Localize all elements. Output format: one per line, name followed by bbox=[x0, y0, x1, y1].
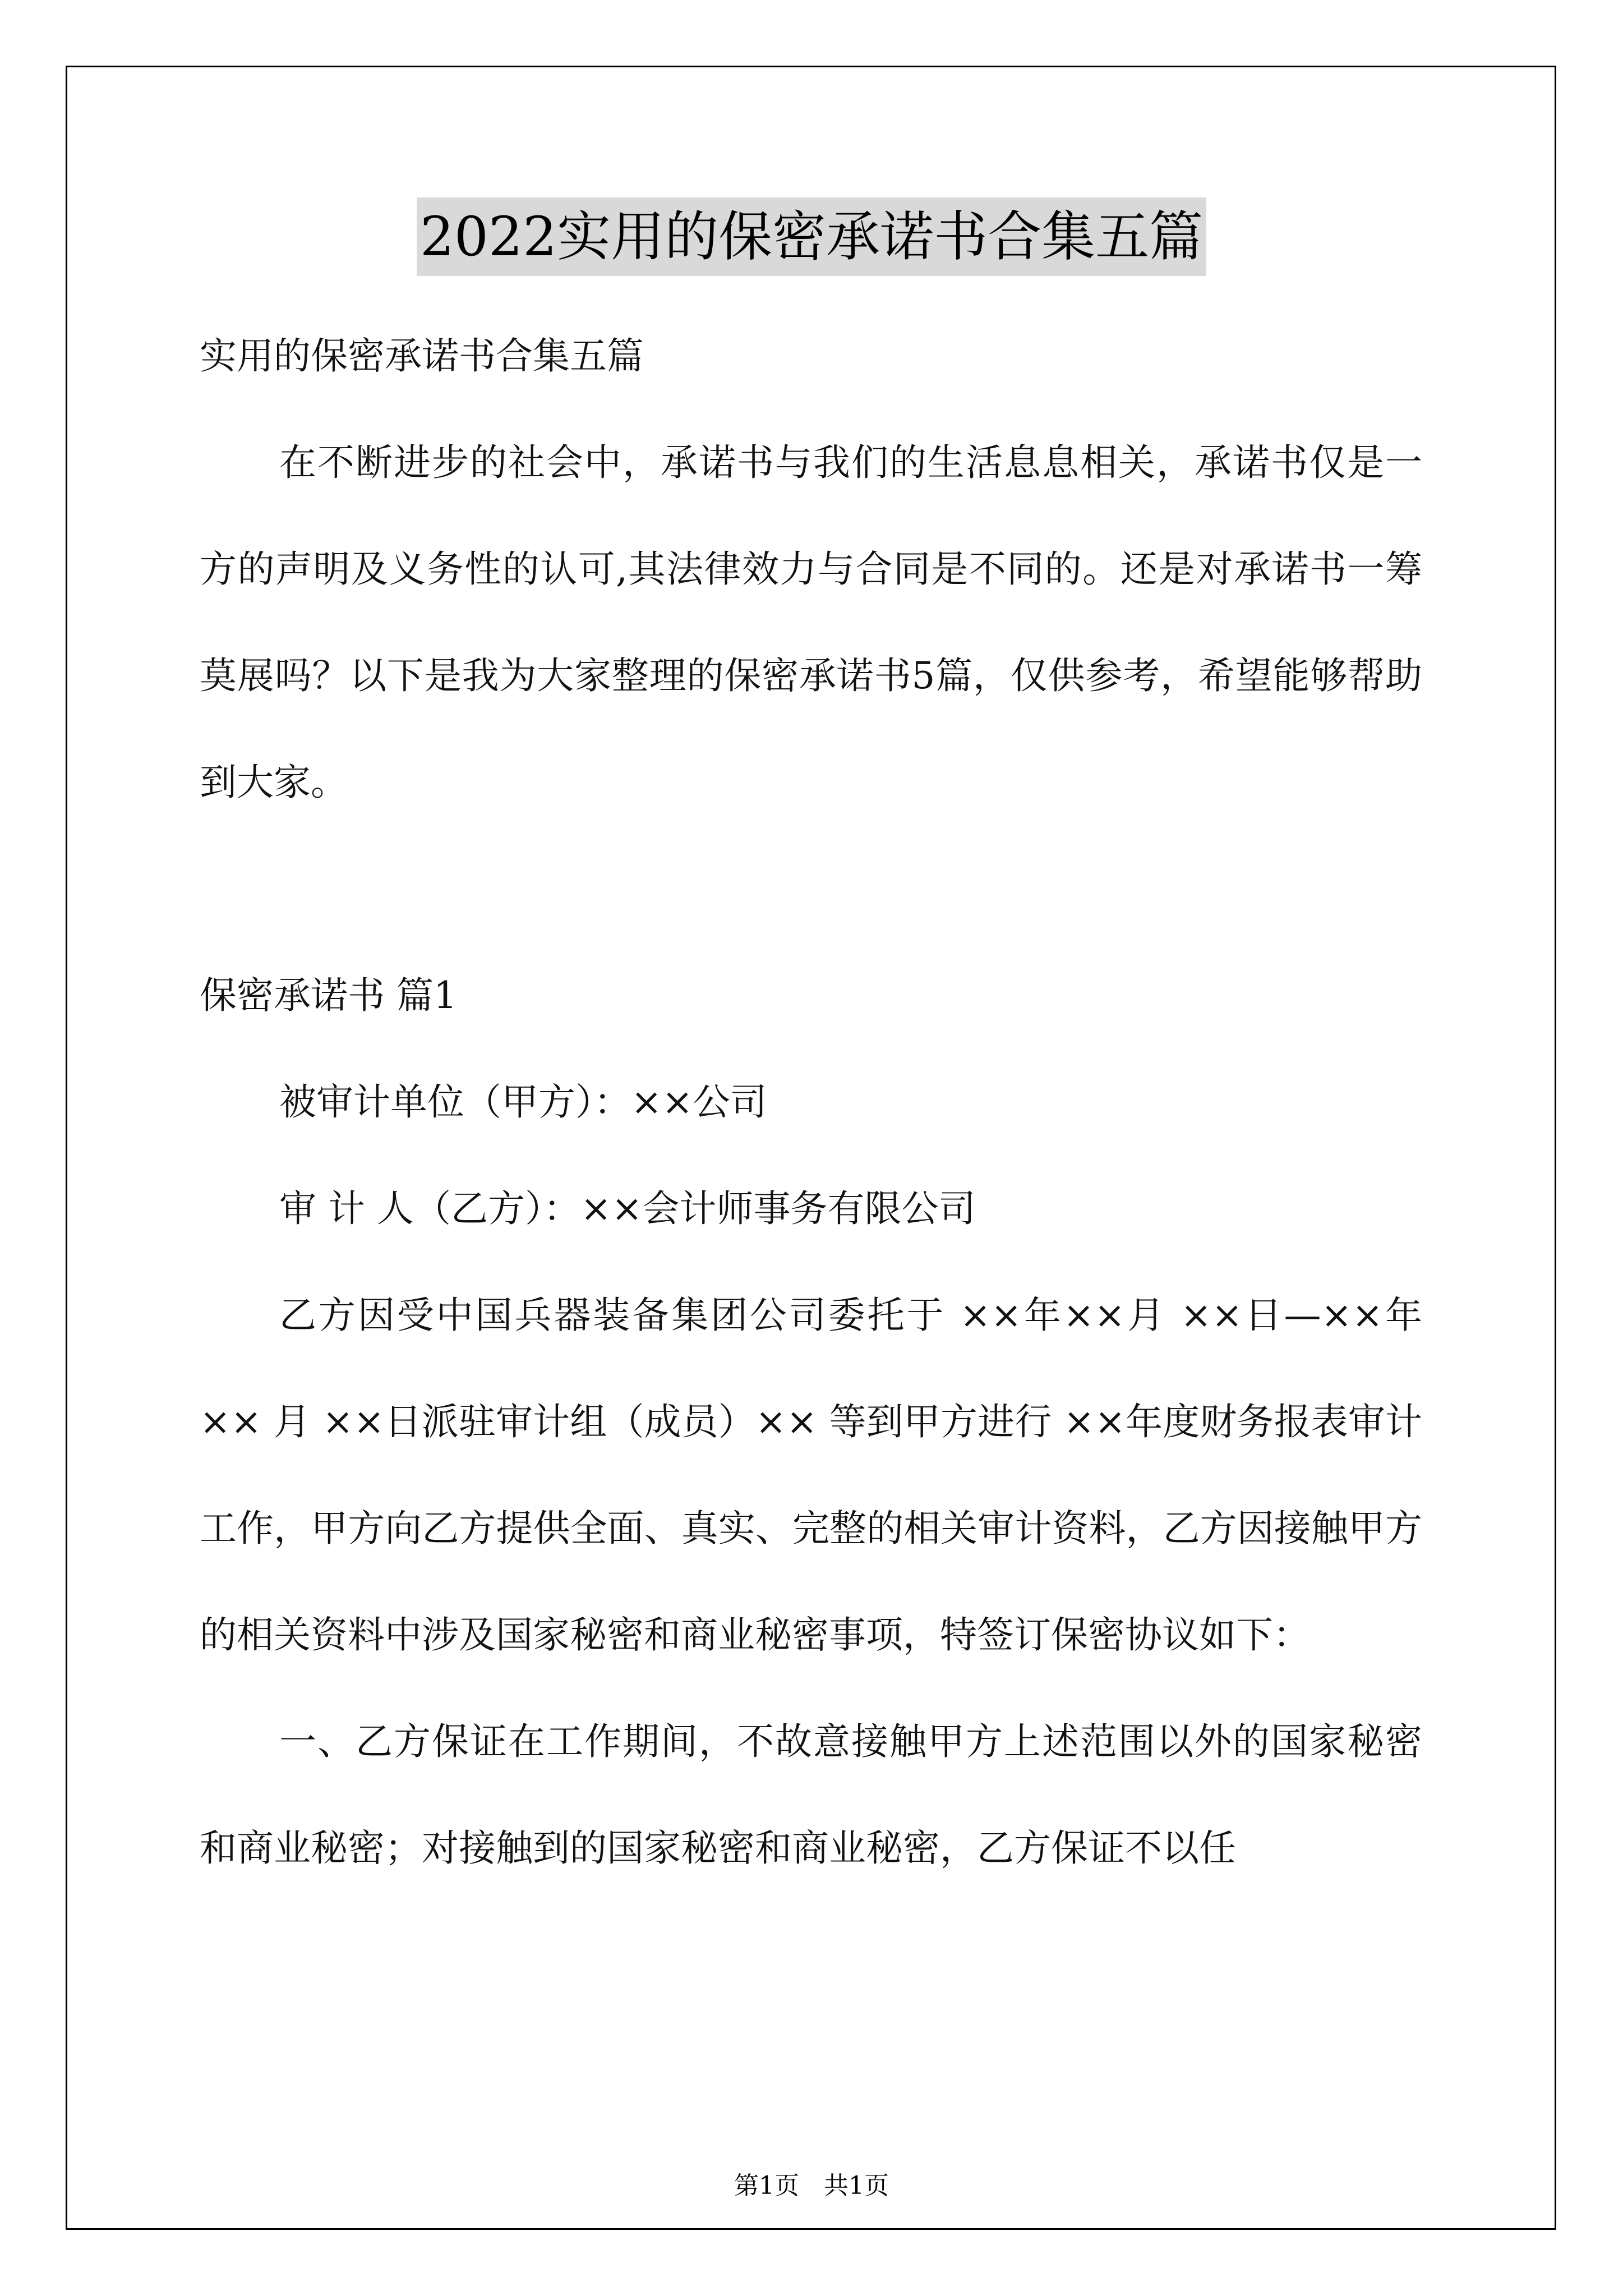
spacer bbox=[200, 836, 1422, 942]
page-footer: 第1页 共1页 bbox=[734, 2171, 889, 2200]
intro-paragraph: 在不断进步的社会中，承诺书与我们的生活息息相关，承诺书仅是一方的声明及义务性的认可,其法律效力与合同是不同的。还是对承诺书一筹莫展吗？以下是我为大家整理的保密承诺书5篇，仅供参考，希望能够帮助到大家。 bbox=[200, 441, 1422, 804]
body-paragraph: 乙方因受中国兵器装备集团公司委托于 ××年××月 ××日—××年 ×× 月 ××日派驻审计组（成员）×× 等到甲方进行 ××年度财务报表审计工作，甲方向乙方提供全面、真实、完整的相关审计资料，乙方因接触甲方的相关资料中涉及国家秘密和商业秘密事项，特签订保密协议如下： bbox=[200, 1294, 1422, 1657]
document-body bbox=[200, 303, 1422, 1902]
clause-one-paragraph: 一、乙方保证在工作期间，不故意接触甲方上述范围以外的国家秘密和商业秘密；对接触到的国家秘密和商业秘密，乙方保证不以任 bbox=[200, 1720, 1422, 1870]
party-b-line: 审 计 人（乙方）：××会计师事务有限公司 bbox=[279, 1187, 976, 1230]
title-container bbox=[0, 197, 1623, 276]
document-title: 2022实用的保密承诺书合集五篇 bbox=[417, 197, 1206, 276]
section-heading: 保密承诺书 篇1 bbox=[200, 974, 457, 1017]
subtitle-paragraph: 实用的保密承诺书合集五篇 bbox=[200, 334, 644, 378]
party-a-line: 被审计单位（甲方）：××公司 bbox=[279, 1080, 767, 1124]
